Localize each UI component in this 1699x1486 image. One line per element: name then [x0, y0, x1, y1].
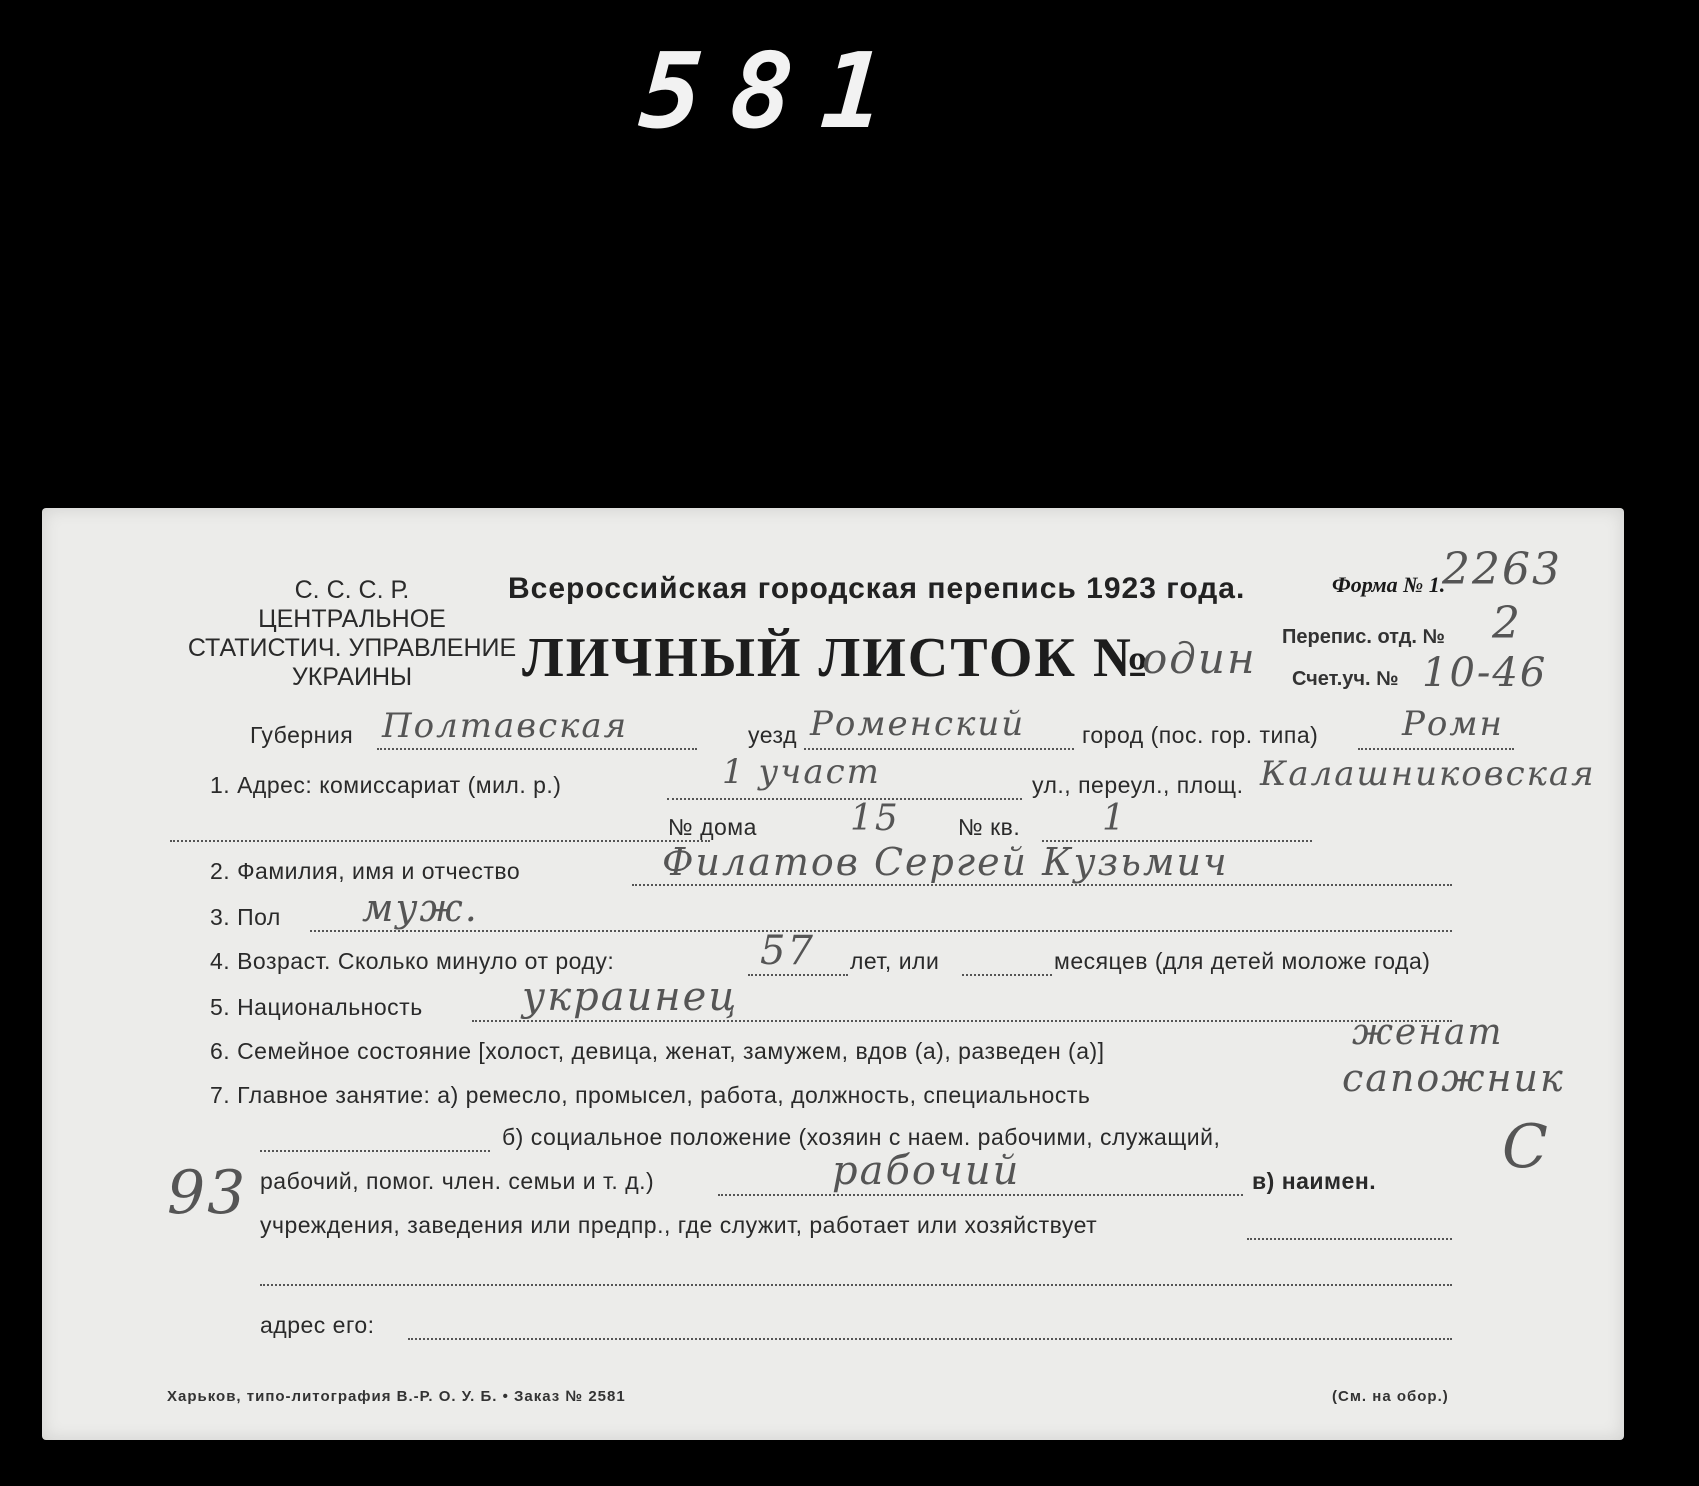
- institution-line-2: [260, 1284, 1452, 1286]
- q7b-social-label-2: рабочий, помог. член. семьи и т. д.): [260, 1168, 655, 1194]
- printer-imprint: Харьков, типо-литография В.-Р. О. У. Б. • Заказ № 2581: [167, 1388, 626, 1405]
- org-line-4: УКРАИНЫ: [291, 663, 413, 691]
- name-line: [632, 884, 1452, 886]
- age-months-line: [962, 974, 1052, 976]
- q6-marital-label: 6. Семейное состояние [холост, девица, женат, замужем, вдов (а), разведен (а)]: [210, 1038, 1105, 1064]
- org-line-2: ЦЕНТРАЛЬНОЕ: [258, 605, 446, 633]
- occupation-value: сапожник: [1342, 1056, 1565, 1100]
- q7c-label: в) наимен.: [1252, 1168, 1377, 1194]
- gubernia-line: [377, 748, 697, 750]
- commissariat-line: [667, 798, 1022, 800]
- address-line-2: [170, 840, 710, 842]
- turn-over-note: (См. на обор.): [1332, 1388, 1449, 1405]
- q1-address-label: 1. Адрес: комиссариат (мил. р.): [210, 772, 562, 798]
- commissariat-value: 1 участ: [722, 752, 881, 792]
- city-value: Ромн: [1402, 704, 1504, 744]
- house-value: 15: [850, 798, 900, 839]
- q7a-occupation-label: 7. Главное занятие: а) ремесло, промысел, работа, должность, специальность: [210, 1082, 1091, 1108]
- gubernia-label: Губерния: [250, 722, 354, 748]
- years-label: лет, или: [850, 948, 940, 974]
- side-mark-left: 93: [167, 1158, 248, 1228]
- street-label: ул., переул., площ.: [1032, 772, 1244, 798]
- marital-value: женат: [1352, 1012, 1504, 1053]
- q7b-social-label: б) социальное положение (хозяин с наем. рабочими, служащий,: [502, 1124, 1221, 1150]
- uezd-value: Роменский: [810, 704, 1026, 744]
- q5-nationality-label: 5. Национальность: [210, 994, 423, 1020]
- street-value: Калашниковская: [1260, 754, 1596, 794]
- org-line-3: СТАТИСТИЧ. УПРАВЛЕНИЕ: [187, 634, 517, 662]
- nationality-line: [472, 1020, 1452, 1022]
- sex-line: [310, 930, 1452, 932]
- form-label: Форма № 1.: [1332, 572, 1446, 597]
- count-label: Счет.уч. №: [1292, 668, 1399, 690]
- q7c-institution-label: учреждения, заведения или предпр., где служит, работает или хозяйствует: [260, 1212, 1098, 1238]
- issuing-organization: [162, 576, 542, 692]
- social-position-value: рабочий: [832, 1148, 1021, 1194]
- q3-sex-label: 3. Пол: [210, 904, 281, 930]
- side-mark-right: С: [1502, 1112, 1550, 1182]
- gubernia-value: Полтавская: [382, 706, 629, 746]
- census-title: Всероссийская городская перепись 1923 года.: [508, 572, 1246, 605]
- name-value: Филатов Сергей Кузьмич: [662, 840, 1229, 884]
- address-label: адрес его:: [260, 1312, 375, 1338]
- nationality-value: украинец: [522, 974, 739, 1020]
- apartment-value: 1: [1102, 798, 1127, 839]
- handwritten-count-number: 10-46: [1422, 650, 1548, 696]
- occupation-line-2: [260, 1150, 490, 1152]
- institution-line: [1247, 1238, 1452, 1240]
- age-value: 57: [760, 928, 815, 974]
- city-label: город (пос. гор. типа): [1082, 722, 1319, 748]
- city-line: [1358, 748, 1514, 750]
- house-label: № дома: [668, 814, 757, 840]
- age-years-line: [748, 974, 848, 976]
- census-card: [42, 508, 1624, 1440]
- org-line-1: С. С. С. Р.: [294, 576, 410, 604]
- handwritten-dept-number: 2: [1492, 598, 1522, 649]
- months-label: месяцев (для детей моложе года): [1054, 948, 1431, 974]
- apartment-label: № кв.: [958, 814, 1021, 840]
- q4-age-label: 4. Возраст. Сколько минуло от роду:: [210, 948, 615, 974]
- uezd-label: уезд: [748, 722, 797, 748]
- sheet-title: ЛИЧНЫЙ ЛИСТОК №: [522, 627, 1152, 689]
- dept-label: Перепис. отд. №: [1282, 626, 1445, 648]
- handwritten-form-number: 2263: [1442, 544, 1562, 595]
- social-position-line: [718, 1194, 1243, 1196]
- address-line: [408, 1338, 1452, 1340]
- microfilm-frame-number: 581: [635, 30, 917, 152]
- handwritten-sheet-number: один: [1142, 634, 1257, 683]
- q2-name-label: 2. Фамилия, имя и отчество: [210, 858, 521, 884]
- sex-value: муж.: [362, 886, 479, 930]
- uezd-line: [804, 748, 1074, 750]
